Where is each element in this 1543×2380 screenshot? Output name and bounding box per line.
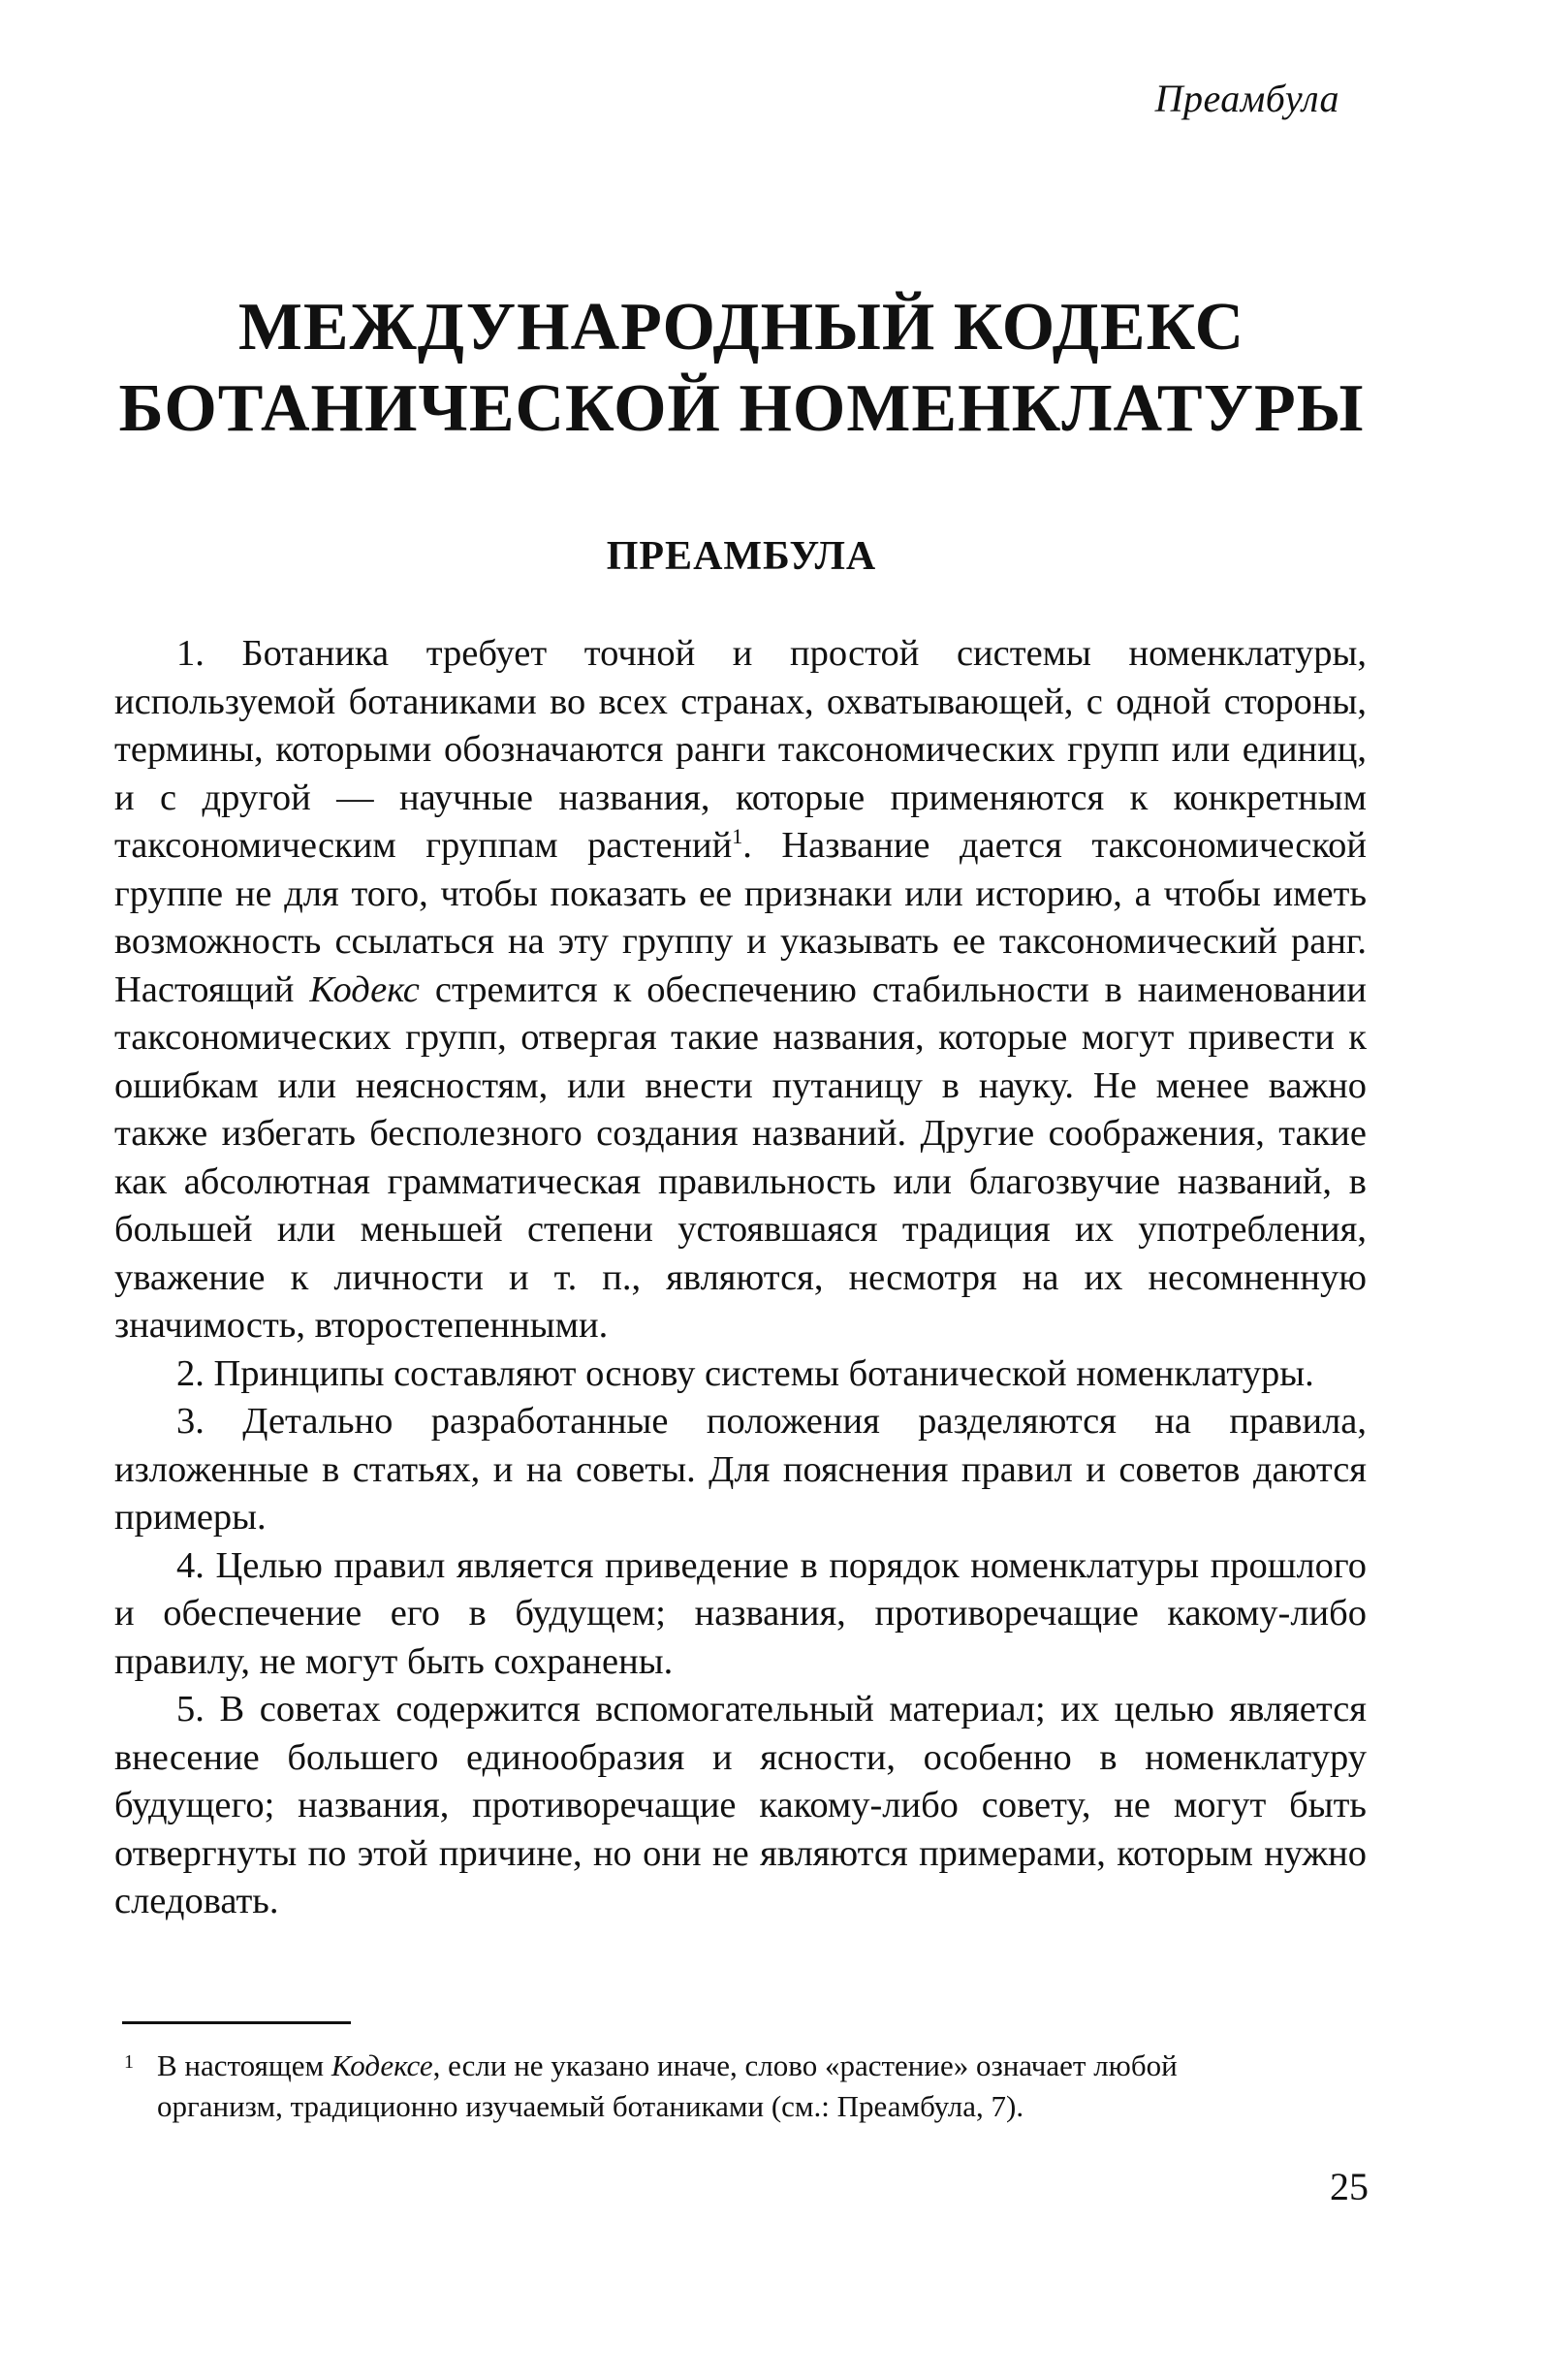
paragraph-5: 5. В советах содержится вспомогательный материал; их целью является внесение большего единообразия и ясности, особенно в номенклатуру будущего; названия, противоречащие какому-либо совету, не могут быть отвергнуты по этой причине, но они не являются примерами, которым нужно следовать. — [114, 1689, 1367, 1921]
footnote-text-b: , если не указано иначе, слово «растение» означает любой — [432, 2048, 1178, 2082]
title-line-2: БОТАНИЧЕСКОЙ НОМЕНКЛАТУРЫ — [118, 371, 1365, 446]
paragraph-1-text-a: 1. Ботаника требует точной и простой системы номенклатуры, используемой ботаниками во всех странах, охватывающей, с одной стороны, термины, которыми обозначаются ранги таксономических групп или единиц, и с другой — научные названия, которые применяются к конкретным таксономическим группам растений — [114, 633, 1367, 866]
footnote-text-a: В настоящем — [157, 2048, 331, 2082]
preamble-body — [114, 630, 1367, 1926]
section-title: ПРЕАМБУЛА — [606, 534, 877, 579]
document-title — [116, 287, 1367, 450]
footnote-marker: 1 — [124, 2051, 134, 2073]
paragraph-3: 3. Детально разработанные положения разделяются на правила, изложенные в статьях, и на советы. Для пояснения правил и советов даются примеры. — [114, 1401, 1367, 1538]
footnote-line-1 — [124, 2046, 1367, 2086]
paragraph-4: 4. Целью правил является приведение в порядок номенклатуры прошлого и обеспечение его в будущем; названия, противоречащие какому-либо правилу, не могут быть сохранены. — [114, 1544, 1367, 1682]
paragraph-1 — [114, 630, 1367, 1350]
page-number: 25 — [1330, 2165, 1369, 2208]
running-head: Преамбула — [1154, 77, 1339, 120]
footnote — [124, 2046, 1367, 2127]
footnote-reference: 1 — [732, 824, 743, 849]
footnote-line-2: организм, традиционно изучаемый ботаниками (см.: Преамбула, 7). — [157, 2089, 1024, 2123]
paragraph-1-text-b: . Название дается таксономической группе не для того, чтобы показать ее признаки или историю, а чтобы иметь возможность ссылаться на эту группу и указывать ее таксономический ранг. Настоящий — [114, 825, 1367, 1010]
paragraph-1-text-c: стремится к обеспечению стабильности в наименовании таксономических групп, отвергая такие названия, которые могут привести к ошибкам или неясностям, или внести путаницу в науку. Не менее важно также избегать бесполезного создания названий. Другие соображения, такие как абсолютная грамматическая правильность или благозвучие названий, в большей или меньшей степени устоявшаяся традиция их употребления, уважение к личности и т. п., являются, несмотря на их несомненную значимость, второстепенными. — [114, 968, 1367, 1346]
title-line-1: МЕЖДУНАРОДНЫЙ КОДЕКС — [237, 290, 1245, 365]
paragraph-1-italic-kodeks: Кодекс — [309, 968, 420, 1010]
paragraph-2: 2. Принципы составляют основу системы ботанической номенклатуры. — [176, 1352, 1314, 1394]
footnote-italic-kodekse: Кодексе — [331, 2048, 433, 2082]
footnote-divider — [122, 2021, 351, 2024]
